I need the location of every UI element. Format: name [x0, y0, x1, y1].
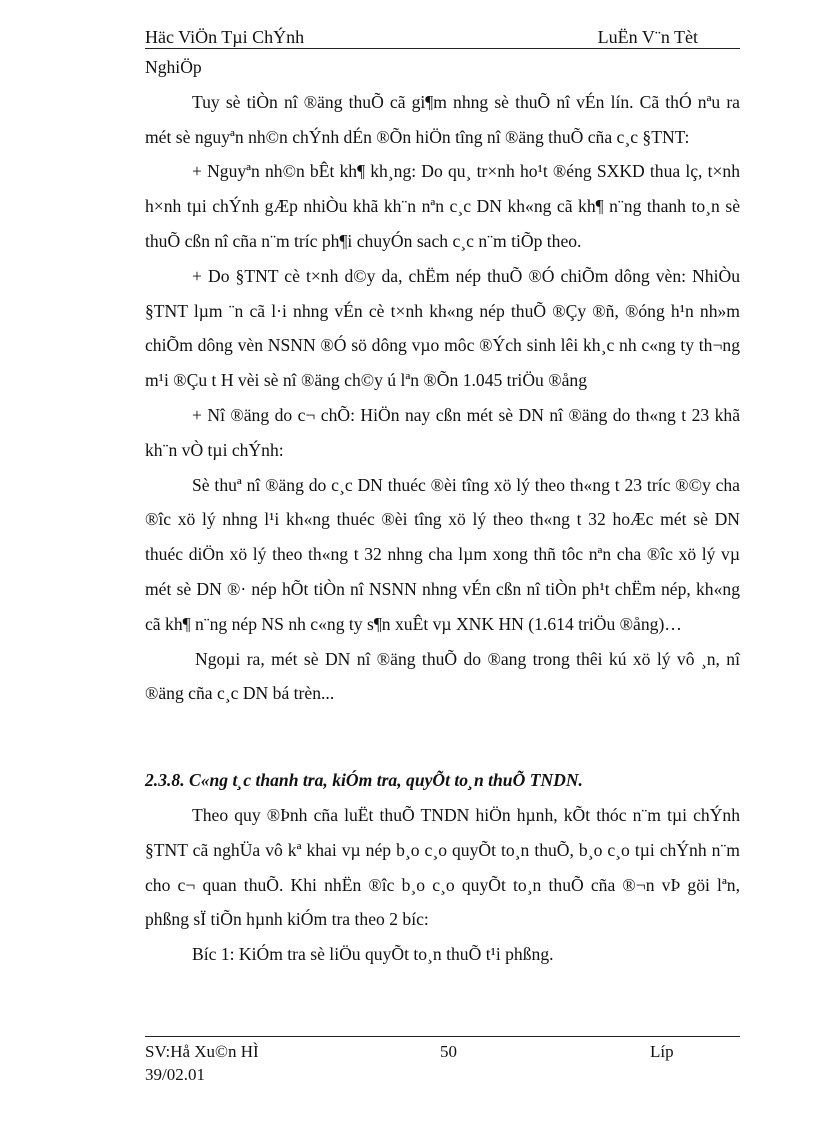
footer-student-block — [145, 1040, 305, 1086]
paragraph-audit-intro: Theo quy ®Þnh cña luËt thuÕ TNDN hiÖn hµnh, kÕt thóc n¨m tµi chÝnh §TNT cã nghÜa vô kª khai vµ nép b¸o c¸o quyÕt to¸n thuÕ, b¸o c¸o tµi chÝnh n¨m cho c¬ quan thuÕ. Khi nhËn ®îc b¸o c¸o quyÕt to¸n thuÕ cña ®¬n vÞ göi lªn, phßng sÏ tiÕn hµnh kiÓm tra theo 2 bíc: — [145, 804, 740, 930]
paragraph-mechanism: + Nî ®äng do c¬ chÕ: HiÖn nay cßn mét sè DN nî ®äng do th«ng t 23 khã kh¨n vÒ tµi chÝnh: — [145, 404, 740, 460]
paragraph-circular-23: Sè thuª nî ®äng do c¸c DN thuéc ®èi tîng xö lý theo th«ng t 23 tríc ®©y cha ®îc xö lý nhng l¹i kh«ng thuéc ®èi tîng xö lý theo th«ng t 32 hoÆc mét sè DN thuéc diÖn xö lý theo th«ng t 32 nhng cha lµm xong thñ tôc nªn cha ®îc xö lý vµ mét sè DN ®· nép hÕt tiÒn nî NSNN nhng vÉn cßn nî tiÒn ph¹t chËm nép, kh«ng cã kh¶ n¨ng nép NS nh c«ng ty s¶n xuÊt vµ XNK HN (1.614 triÖu ®ång)… — [145, 474, 740, 634]
document-body — [145, 50, 740, 972]
paragraph-deliberate-delay: + Do §TNT cè t×nh d©y da, chËm nép thuÕ ®Ó chiÕm dông vèn: NhiÒu §TNT lµm ¨n cã l·i nhng vÉn cè t×nh kh«ng nép thuÕ ®Çy ®ñ, ®óng h¹n nh»m chiÕm dông vèn NSNN ®Ó sö dông vµo môc ®Ých sinh lêi kh¸c nh c«ng ty th¬ng m¹i ®Çu t H vèi sè nî ®äng ch©y ú lªn ®Õn 1.045 triÖu ®ång — [145, 265, 740, 391]
footer-rule — [145, 1036, 740, 1037]
footer-student: SV:Hå Xu©n HÌ — [145, 1042, 259, 1061]
footer-class-label: Líp — [650, 1042, 674, 1061]
header-institution: Häc ViÖn Tµi ChÝnh — [145, 27, 305, 47]
page-number: 50 — [440, 1042, 457, 1061]
paragraph-intro: Tuy sè tiÒn nî ®äng thuÕ cã gi¶m nhng sè thuÕ nî vÉn lín. Cã thÓ nªu ra mét sè nguyªn nh©n chÝnh dÉn ®Õn hiÖn tîng nî ®äng thuÕ cña c¸c §TNT: — [145, 91, 740, 147]
paragraph-step-1: Bíc 1: KiÓm tra sè liÖu quyÕt to¸n thuÕ t¹i phßng. — [192, 944, 554, 965]
header-continuation: NghiÖp — [145, 57, 202, 77]
header-thesis-title: LuËn V¨n Tèt — [597, 27, 698, 47]
header-rule — [145, 48, 740, 49]
section-gap — [145, 711, 740, 763]
paragraph-force-majeure: + Nguyªn nh©n bÊt kh¶ kh¸ng: Do qu¸ tr×nh ho¹t ®éng SXKD thua lç, t×nh h×nh tµi chÝnh gÆp nhiÒu khã kh¨n nªn c¸c DN kh«ng cã kh¶ n¨ng thanh to¸n sè thuÕ cßn nî cña n¨m tríc ph¶i chuyÓn sach c¸c n¨m tiÕp theo. — [145, 161, 740, 251]
page-header — [145, 27, 740, 49]
footer-class-code: 39/02.01 — [145, 1065, 205, 1084]
paragraph-other: Ngoµi ra, mét sè DN nî ®äng thuÕ do ®ang trong thêi kú xö lý vô ¸n, nî ®äng cña c¸c DN bá trèn... — [145, 648, 740, 704]
section-heading: 2.3.8. C«ng t¸c thanh tra, kiÓm tra, quyÕt to¸n thuÕ TNDN. — [145, 770, 583, 791]
